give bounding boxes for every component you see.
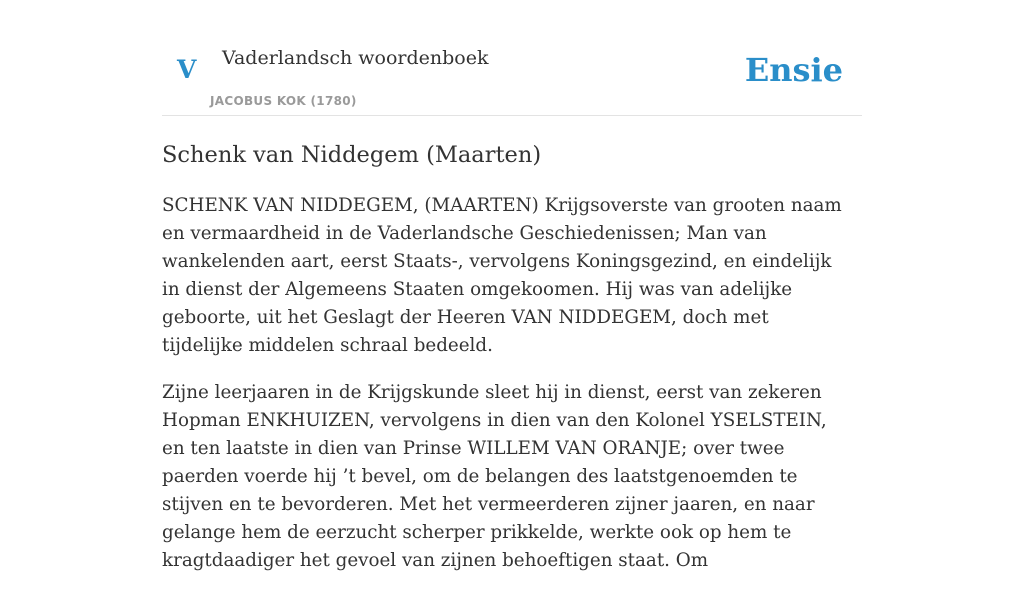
book-header xyxy=(162,0,862,116)
entry-body xyxy=(162,192,852,594)
book-letter-badge[interactable]: V xyxy=(177,55,197,84)
ensie-logo[interactable]: Ensie xyxy=(744,51,843,89)
entry-paragraph: Zijne leerjaaren in de Krijgskunde sleet hij in dienst, eerst van zekeren Hopman ENKHUIZEN, vervolgens in dien van den Kolonel YSELSTEIN, en ten laatste in dien van Prinse WILLEM VAN ORANJE; over twee paerden voerde hij ’t bevel, om de belangen des laatstgenoemden te stijven en te bevorderen. Met het vermeerderen zijner jaaren, en naar gelange hem de eerzucht scherper prikkelde, werkte ook op hem te kragtdaadiger het gevoel van zijnen behoeftigen staat. Om xyxy=(162,382,827,571)
entry-title: Schenk van Niddegem (Maarten) xyxy=(162,142,542,168)
entry-paragraph: SCHENK VAN NIDDEGEM, (MAARTEN) Krijgsoverste van grooten naam en vermaardheid in de Vaderlandsche Geschiedenissen; Man van wankelenden aart, eerst Staats-, vervolgens Koningsgezind, en eindelijk in dienst der Algemeens Staaten omgekoomen. Hij was van adelijke geboorte, uit het Geslagt der Heeren VAN NIDDEGEM, doch met tijdelijke middelen schraal bedeeld. xyxy=(162,195,842,356)
book-title-link[interactable]: Vaderlandsch woordenboek xyxy=(222,47,489,69)
book-author: JACOBUS KOK (1780) xyxy=(210,94,357,108)
